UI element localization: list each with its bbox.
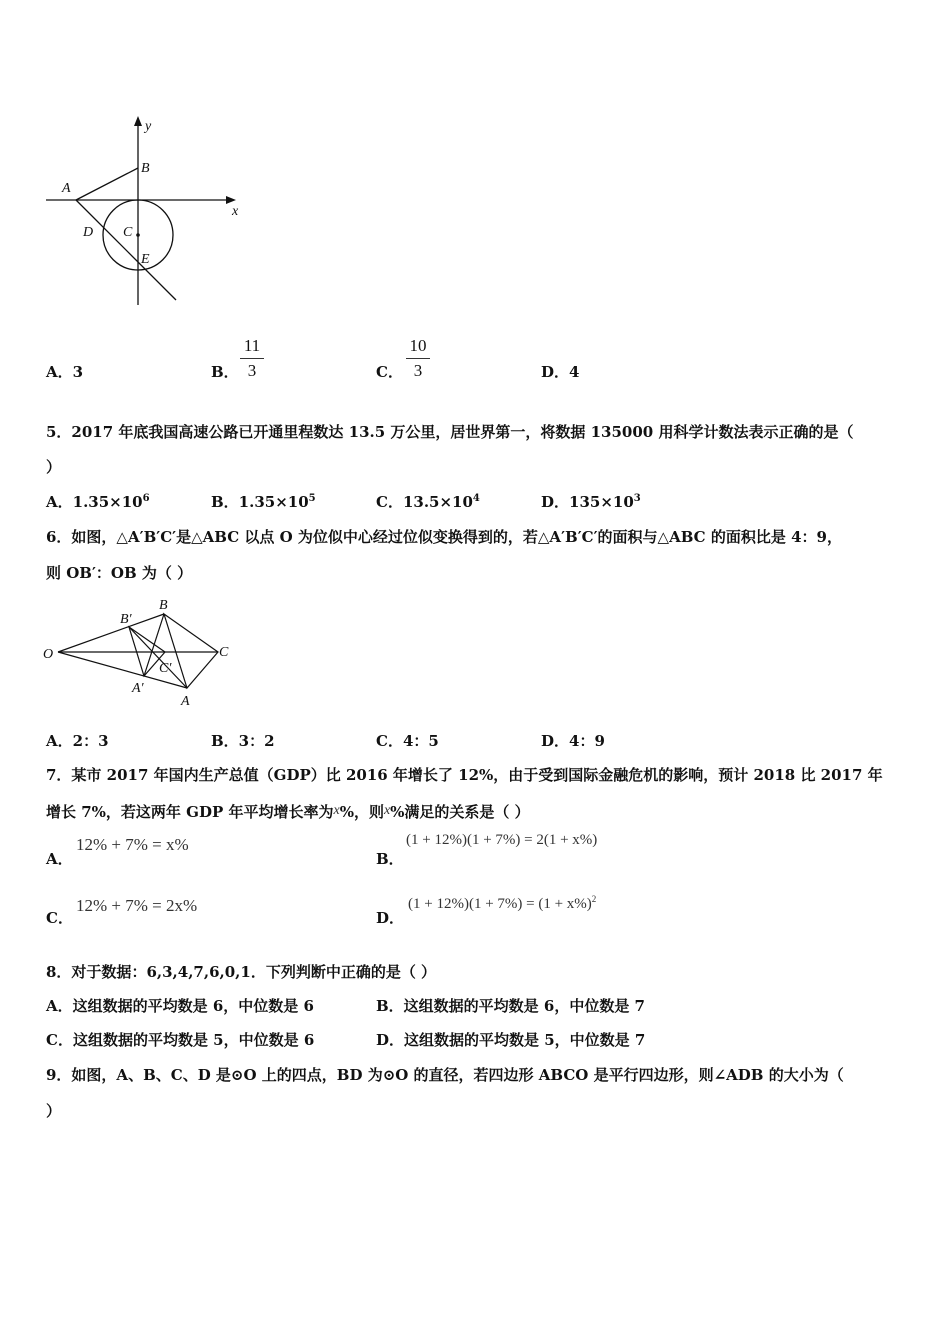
y-axis-arrow — [134, 116, 142, 126]
q4-b-denominator: 3 — [247, 361, 257, 380]
q7-text-line1: 7．某市 2017 年国内生产总值（GDP）比 2016 年增长了 12%，由于受到国际金融危机的影响，预计 2018 比 2017 年 — [46, 766, 883, 784]
q8-option-b: B．这组数据的平均数是 6，中位数是 7 — [376, 997, 645, 1015]
q6-option-b: B．3：2 — [211, 732, 275, 750]
q7-text-part-a: 增长 7%，若这两年 GDP 年平均增长率为 — [46, 803, 334, 821]
q7-option-c-formula: 12% + 7% = 2x% — [76, 896, 198, 915]
x-axis-arrow — [226, 196, 236, 204]
label-a: A — [62, 181, 71, 196]
q7-text-line2 — [46, 801, 530, 822]
q4-option-b-fraction — [240, 336, 264, 381]
q7-option-a-formula: 12% + 7% = x% — [76, 835, 189, 854]
q5-a-exp: 6 — [142, 493, 150, 504]
q9-text-line2: ） — [46, 1102, 62, 1120]
q5-a-base: A．1.35×10 — [46, 493, 143, 511]
q6-figure — [40, 592, 240, 712]
label-b: B — [141, 161, 150, 176]
label-a1: A′ — [132, 681, 144, 696]
q6-option-a: A．2：3 — [46, 732, 109, 750]
q5-text-line2: ） — [46, 458, 62, 476]
q7-text-part-c: %满足的关系是（ ） — [390, 803, 530, 821]
label-a: A — [181, 694, 190, 709]
q7-var-x-1: x — [333, 803, 340, 818]
q4-c-denominator: 3 — [413, 361, 423, 380]
q5-b-base: B．1.35×10 — [211, 493, 309, 511]
q7-option-c-label: C． — [46, 909, 73, 927]
q4-option-b-label: B． — [211, 363, 239, 381]
q4-b-numerator: 11 — [240, 336, 264, 359]
point-c — [136, 233, 140, 237]
segment-ab — [76, 168, 138, 200]
q5-text-line1: 5．2017 年底我国高速公路已开通里程数达 13.5 万公里，居世界第一，将数据 135000 用科学计数法表示正确的是（ — [46, 423, 854, 441]
q6-text-line1: 6．如图，△A′B′C′是△ABC 以点 O 为位似中心经过位似变换得到的，若△A′B′C′的面积与△ABC 的面积比是 4：9， — [46, 528, 842, 546]
q8-option-c: C．这组数据的平均数是 5，中位数是 6 — [46, 1031, 315, 1049]
q5-c-base: C．13.5×10 — [376, 493, 473, 511]
q7-text-part-b: %，则 — [339, 803, 384, 821]
label-c: C — [123, 225, 133, 240]
q5-option-c — [376, 491, 480, 512]
label-d: D — [83, 225, 94, 240]
q5-c-exp: 4 — [472, 493, 480, 504]
q5-option-b — [211, 491, 316, 512]
line-ae — [76, 200, 176, 300]
q5-option-a — [46, 491, 150, 512]
q5-option-d — [541, 491, 641, 512]
label-b: B — [159, 598, 168, 613]
q4-figure — [40, 110, 260, 310]
q7-option-b-label: B． — [376, 850, 404, 868]
label-x: x — [232, 204, 239, 219]
q7-option-a-label: A． — [46, 850, 73, 868]
q7-option-d-formula — [408, 894, 596, 913]
label-b1: B′ — [120, 612, 132, 627]
q7-d-exp: 2 — [591, 894, 597, 904]
q7-var-x-2: x — [383, 803, 391, 818]
q5-d-base: D．135×10 — [541, 493, 634, 511]
label-e: E — [141, 252, 150, 267]
label-o: O — [43, 647, 54, 662]
q8-option-d: D．这组数据的平均数是 5，中位数是 7 — [376, 1031, 646, 1049]
q4-option-d: D．4 — [541, 363, 580, 381]
label-c: C — [219, 645, 229, 660]
q6-option-d: D．4：9 — [541, 732, 605, 750]
q4-option-a: A．3 — [46, 363, 84, 381]
q5-d-exp: 3 — [633, 493, 641, 504]
q6-text-line2: 则 OB′：OB 为（ ） — [46, 564, 193, 582]
line-b1-a — [129, 627, 187, 688]
q7-option-b-formula: (1 + 12%)(1 + 7%) = 2(1 + x%) — [406, 832, 598, 848]
label-y: y — [145, 119, 152, 134]
q8-text: 8．对于数据：6,3,4,7,6,0,1．下列判断中正确的是（ ） — [46, 963, 437, 981]
q9-text-line1: 9．如图，A、B、C、D 是⊙O 上的四点，BD 为⊙O 的直径，若四边形 ABCO 是平行四边形，则∠ADB 的大小为（ — [46, 1066, 844, 1084]
q7-d-base: (1 + 12%)(1 + 7%) = (1 + x%) — [408, 896, 592, 912]
q4-c-numerator: 10 — [406, 336, 430, 359]
label-c1: C′ — [159, 661, 172, 676]
q7-option-d-label: D． — [376, 909, 405, 927]
q5-b-exp: 5 — [308, 493, 316, 504]
q4-option-c-fraction — [406, 336, 430, 381]
q4-option-c-label: C． — [376, 363, 403, 381]
triangle-abc — [164, 614, 218, 688]
q6-option-c: C．4：5 — [376, 732, 439, 750]
q8-option-a: A．这组数据的平均数是 6，中位数是 6 — [46, 997, 314, 1015]
